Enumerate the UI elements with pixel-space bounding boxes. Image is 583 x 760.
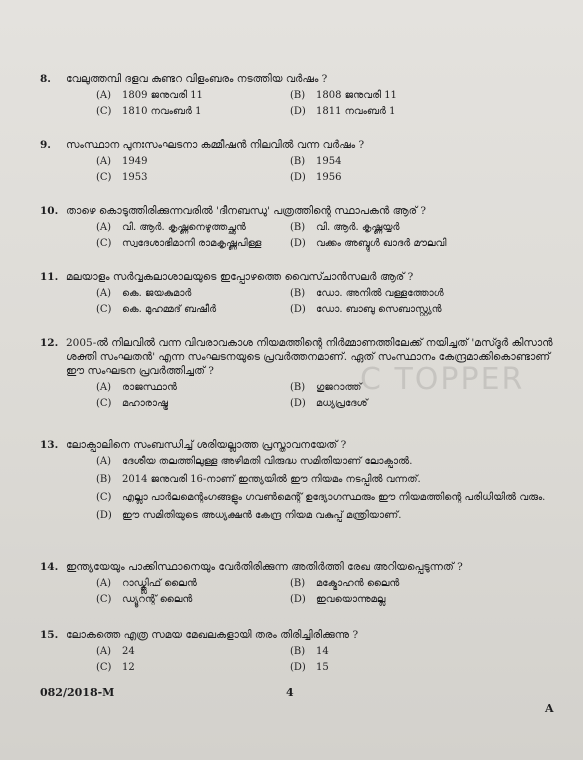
question-11 bbox=[40, 270, 563, 318]
option-a: (A) കെ. ജയകുമാർ bbox=[96, 288, 192, 299]
question-text: വേലുത്തമ്പി ദളവ കുണ്ടറ വിളംബരം നടത്തിയ വർഷം ? bbox=[66, 73, 328, 85]
option-b: (B) 1954 bbox=[290, 156, 342, 167]
option-d: (D) 1956 bbox=[290, 172, 342, 183]
option-b: (B) ഗുജറാത്ത് bbox=[290, 382, 362, 393]
series-letter: A bbox=[545, 702, 554, 715]
page-number: 4 bbox=[286, 686, 294, 699]
option-b: (B) വി. ആർ. കൃഷ്ണയ്യർ bbox=[290, 222, 400, 233]
option-d: (D) വക്കം അബ്ദുൾ ഖാദർ മൗലവി bbox=[290, 238, 447, 249]
option-c: (C) ഡ്യൂറന്റ് ലൈൻ bbox=[96, 594, 193, 605]
option-b: (B) മക്മോഹൻ ലൈൻ bbox=[290, 578, 400, 589]
option-a: (A) 1949 bbox=[96, 156, 148, 167]
option-a: (A) ദേശീയ തലത്തിലുള്ള അഴിമതി വിരുദ്ധ സമിതിയാണ് ലോക്പാൽ. bbox=[96, 456, 413, 467]
question-14 bbox=[40, 560, 563, 608]
question-number: 10. bbox=[40, 205, 59, 217]
watermark: C TOPPER bbox=[360, 362, 525, 397]
option-d: (D) ഈ സമിതിയുടെ അധ്യക്ഷൻ കേന്ദ്ര നിയമ വകുപ്പ് മന്ത്രിയാണ്. bbox=[96, 510, 402, 521]
question-text: ലോക്പാലിനെ സംബന്ധിച്ച് ശരിയല്ലാത്ത പ്രസ്താവനയേത് ? bbox=[66, 439, 347, 451]
option-b: (B) 1808 ജനുവരി 11 bbox=[290, 90, 397, 101]
option-d: (D) ഇവയൊന്നുമല്ല bbox=[290, 594, 386, 605]
option-d: (D) 1811 നവംബർ 1 bbox=[290, 106, 396, 117]
option-b: (B) 2014 ജനുവരി 16-നാണ് ഇന്ത്യയിൽ ഈ നിയമം നടപ്പിൽ വന്നത്. bbox=[96, 474, 421, 485]
question-text: താഴെ കൊടുത്തിരിക്കുന്നവരിൽ 'ദീനബന്ധു' പത്രത്തിന്റെ സ്ഥാപകൻ ആര് ? bbox=[66, 205, 427, 217]
question-number: 11. bbox=[40, 271, 59, 283]
option-c: (C) മഹാരാഷ്ട്ര bbox=[96, 398, 169, 409]
option-d: (D) 15 bbox=[290, 662, 329, 673]
question-12 bbox=[40, 336, 563, 412]
option-a: (A) വി. ആർ. കൃഷ്ണനെഴുത്തച്ഛൻ bbox=[96, 222, 246, 233]
question-13 bbox=[40, 438, 563, 527]
option-c: (C) സ്വദേശാഭിമാനി രാമകൃഷ്ണപിള്ള bbox=[96, 238, 262, 249]
question-text: മലയാളം സർവ്വകലാശാലയുടെ ഇപ്പോഴത്തെ വൈസ്ചാൻസലർ ആര് ? bbox=[66, 271, 414, 283]
question-text: 2005-ൽ നിലവിൽ വന്ന വിവരാവകാശ നിയമത്തിന്റെ നിർമ്മാണത്തിലേക്ക് നയിച്ചത് 'മസ്ദൂർ കിസാൻ ശക്തി സംഘതൻ' എന്ന സംഘടനയുടെ പ്രവർത്തനമാണ്. ഏത് സംസ്ഥാനം കേന്ദ്രമാക്കികൊണ്ടാണ് ഈ സംഘടന പ്രവർത്തിച്ചത് ? bbox=[66, 337, 553, 377]
option-c: (C) എല്ലാ പാർലമെന്റംഗങ്ങളും ഗവൺമെന്റ് ഉദ്യോഗസ്ഥരും ഈ നിയമത്തിന്റെ പരിധിയിൽ വരും. bbox=[96, 492, 546, 503]
question-text: ഇന്ത്യയേയും പാക്കിസ്ഥാനെയും വേർതിരിക്കുന്ന അതിർത്തി രേഖ അറിയപ്പെടുന്നത് ? bbox=[66, 561, 463, 573]
option-b: (B) 14 bbox=[290, 646, 329, 657]
question-number: 8. bbox=[40, 73, 51, 85]
question-number: 9. bbox=[40, 139, 51, 151]
option-a: (A) രാജസ്ഥാൻ bbox=[96, 382, 177, 393]
option-d: (D) ഡോ. ബാബു സെബാസ്റ്റ്യൻ bbox=[290, 304, 442, 315]
question-number: 13. bbox=[40, 439, 59, 451]
option-d: (D) മധ്യപ്രദേശ് bbox=[290, 398, 368, 409]
question-number: 14. bbox=[40, 561, 59, 573]
option-a: (A) റാഡ്ക്ലിഫ് ലൈൻ bbox=[96, 578, 197, 589]
question-text: ലോകത്തെ എത്ര സമയ മേഖലകളായി തരം തിരിച്ചിരിക്കുന്നു ? bbox=[66, 629, 359, 641]
option-a: (A) 24 bbox=[96, 646, 135, 657]
question-15 bbox=[40, 628, 563, 676]
option-c: (C) 1810 നവംബർ 1 bbox=[96, 106, 202, 117]
question-number: 15. bbox=[40, 629, 59, 641]
question-number: 12. bbox=[40, 337, 59, 349]
question-9 bbox=[40, 138, 563, 186]
question-text: സംസ്ഥാന പുനഃസംഘടനാ കമ്മീഷൻ നിലവിൽ വന്ന വർഷം ? bbox=[66, 139, 365, 151]
option-c: (C) കെ. മുഹമ്മദ് ബഷീർ bbox=[96, 304, 217, 315]
paper-code: 082/2018-M bbox=[40, 686, 115, 699]
option-c: (C) 12 bbox=[96, 662, 135, 673]
question-8 bbox=[40, 72, 563, 120]
option-a: (A) 1809 ജനുവരി 11 bbox=[96, 90, 203, 101]
option-b: (B) ഡോ. അനിൽ വള്ളത്തോൾ bbox=[290, 288, 444, 299]
option-c: (C) 1953 bbox=[96, 172, 148, 183]
question-10 bbox=[40, 204, 563, 252]
